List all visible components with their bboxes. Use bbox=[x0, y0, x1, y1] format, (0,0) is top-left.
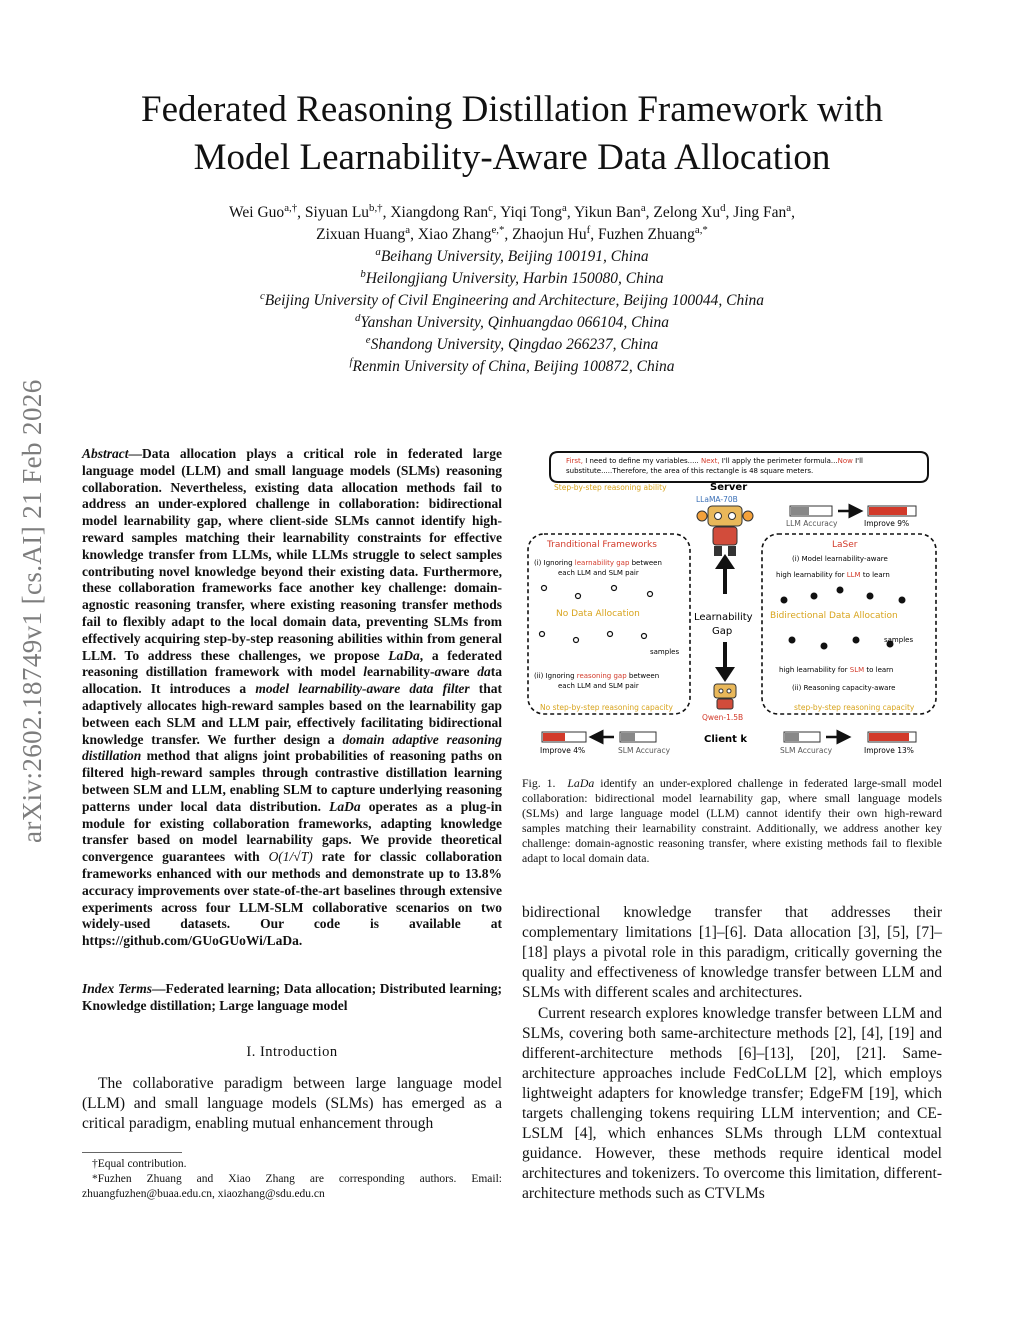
slm-improve-fill-left bbox=[543, 733, 565, 741]
author: Jing Fan bbox=[733, 204, 787, 221]
author: Siyuan Lu bbox=[304, 204, 370, 221]
slm-accuracy-label-right: SLM Accuracy bbox=[780, 746, 833, 755]
client-robot-icon bbox=[714, 684, 736, 709]
affiliation: $^e$Shandong University, Qingdao 266237, China bbox=[365, 333, 659, 353]
affiliation: $^c$Beijing University of Civil Engineering and Architecture, Beijing 100044, China bbox=[259, 289, 765, 309]
affiliation: $^b$Heilongjiang University, Harbin 150080, China bbox=[360, 267, 664, 287]
figure-caption: Fig. 1. LaDa identify an under-explored challenge in federated large-small model collaboration: bidirectional model learnability gap, where small language models (SLMs) and large language model (LLM) cannot identify their own high-reward samples matching their learnability constraint. Additionally, we address another key challenge: domain-agnostic reasoning transfer, where existing methods fail to flexible adapt to local domain data. bbox=[522, 776, 943, 865]
trad-i-line1: (i) Ignoring learnability gap between bbox=[534, 559, 662, 567]
step-ability-label: Step-by-step reasoning ability bbox=[554, 483, 667, 492]
llm-accuracy-fill bbox=[791, 507, 809, 515]
slm-accuracy-label-left: SLM Accuracy bbox=[618, 746, 671, 755]
author: Zelong Xu bbox=[653, 204, 721, 221]
trad-i-line2: each LLM and SLM pair bbox=[558, 569, 639, 577]
author: Yikun Ban bbox=[574, 204, 641, 221]
traditional-title: Tranditional Frameworks bbox=[547, 540, 657, 550]
laser-i-line2: high learnability for LLM to learn bbox=[776, 571, 890, 579]
author: Zixuan Huang bbox=[316, 226, 406, 243]
title-line-1: Federated Reasoning Distillation Framework with bbox=[141, 89, 883, 130]
author: Xiangdong Ran bbox=[390, 204, 489, 221]
figure-1-lada-overview bbox=[522, 444, 942, 764]
footnote-equal: †Equal contribution. bbox=[92, 1158, 187, 1170]
author: Fuzhen Zhuang bbox=[598, 226, 695, 243]
arxiv-identifier: arXiv:2602.18749v1 [cs.AI] 21 Feb 2026 bbox=[17, 379, 47, 843]
authors-line-2: Zixuan Huang$^a$, Xiao Zhang$^{e,*}$, Zhaojun Hu$^f$, Fuzhen Zhuang$^{a,*}$ bbox=[316, 223, 708, 243]
step-capacity-label: step-by-step reasoning capacity bbox=[794, 703, 915, 712]
gap-label-2: Gap bbox=[712, 626, 733, 637]
laser-samples-label: samples bbox=[884, 636, 914, 644]
speech-line-2: substitute.....Therefore, the area of this rectangle is 48 square meters. bbox=[566, 467, 814, 475]
laser-ii-line: (ii) Reasoning capacity-aware bbox=[792, 684, 896, 692]
client-label: Client k bbox=[704, 734, 748, 745]
right-paragraph-2: Current research explores knowledge transfer between LLM and SLMs, covering both same-architecture methods [2], [4], [19] and different-architecture methods [6]–[13], [20], [21]. Same-architecture approaches include FedCoLLM [2], which employs lightweight adapters for knowledge transfer; EdgeFM [19], which targets challenging tokens requiring LLM intervention; and CE-LSLM [4], which enhances SLMs through LLM contextual guidance. However, these methods require identical model architectures and tokenizers. To overcome this limitation, different-architecture methods such as CTVLMs bbox=[522, 1005, 942, 1202]
footnotes bbox=[82, 1157, 502, 1202]
speech-line-1: First, I need to define my variables..... Next, I'll apply the perimeter formula...Now I'll bbox=[566, 457, 863, 465]
affiliation: $^f$Renmin University of China, Beijing 100872, China bbox=[349, 355, 675, 375]
slm-improve-fill-right bbox=[869, 733, 909, 741]
author-block bbox=[110, 202, 914, 378]
llm-accuracy-label: LLM Accuracy bbox=[786, 519, 838, 528]
trad-ii-line1: (ii) Ignoring reasoning gap between bbox=[534, 672, 660, 680]
index-terms-label: Index Terms bbox=[82, 981, 152, 996]
slm-accuracy-fill-right bbox=[785, 733, 799, 741]
improve-13-label: Improve 13% bbox=[864, 746, 914, 755]
llama-label: LLaMA-70B bbox=[696, 495, 738, 504]
laser-title: LaSer bbox=[832, 540, 858, 550]
section-heading-introduction: I. Introduction bbox=[246, 1044, 338, 1060]
no-capacity-label: No step-by-step reasoning capacity bbox=[540, 703, 673, 712]
abstract: Abstract—Data allocation plays a critical role in federated large language model (LLM) and small language models (SLMs) reasoning collaboration. Nevertheless, existing data allocation methods fail to address an under-explored challenge in collaboration: bidirectional model learnability gap, where client-side SLMs cannot identify high-reward samples matching their learnability constraints for effective knowledge transfer from LLMs, while LLMs struggle to select samples contributing novel knowledge beyond their existing data. Furthermore, these collaboration frameworks face another key challenge: domain-agnostic reasoning transfer, where existing reasoning transfer methods fail to flexibly adapt to the local domain data, preventing SLMs from effectively acquiring step-by-step reasoning abilities within from general LLM. To address these challenges, we propose LaDa, a federated reasoning distillation framework with model learnability-aware data allocation. It introduces a model learnability-aware data filter that adaptively allocates high-reward samples based on the learnability gap between each SLM and LLM pair, effectively facilitating bidirectional knowledge transfer. We further design a domain adaptive reasoning distillation method that aligns joint probabilities of reasoning paths on filtered high-reward samples through contrastive distillation learning between SLM and LLM, enabling SLM to capture underlying reasoning patterns under local data distribution. LaDa operates as a plug-in module for existing collaboration frameworks, adapting knowledge transfer based on model learnability gaps. We provide theoretical convergence guarantees with O(1/√T) rate for classic collaboration frameworks enhanced with our methods and demonstrate up to 13.8% accuracy improvements over state-of-the-art baselines through extensive experiments across four LLM-SLM collaborative scenarios on two widely-used datasets. Our code is available at https://github.com/GUoGUoWi/LaDa. bbox=[82, 446, 502, 949]
footnote-corresponding: *Fuzhen Zhuang and Xiao Zhang are corresponding authors. Email: zhuangfuzhen@buaa.edu.cn, xiaozhang@sdu.edu.cn bbox=[82, 1173, 502, 1200]
slm-accuracy-fill-left bbox=[621, 733, 635, 741]
affiliation: $^d$Yanshan University, Qinhuangdao 066104, China bbox=[354, 311, 669, 331]
trad-ii-line2: each LLM and SLM pair bbox=[558, 682, 639, 690]
index-terms: Index Terms—Federated learning; Data allocation; Distributed learning; Knowledge distillation; Large language model bbox=[82, 981, 503, 1013]
abstract-label: Abstract bbox=[82, 446, 129, 461]
authors-line-1: Wei Guo$^{a,\dagger}$, Siyuan $Lu^{b,\dagger}$, Xiangdong Ran$^c$, Yiqi Tong$^a$, Yikun Ban$^a$, Zelong Xu$^d$, Jing Fan$^a$, bbox=[229, 201, 795, 221]
improve-4-label: Improve 4% bbox=[540, 746, 586, 755]
gap-label-1: Learnability bbox=[694, 612, 753, 623]
author: Xiao Zhang bbox=[417, 226, 492, 243]
author: Wei Guo bbox=[229, 204, 285, 221]
improve-9-label: Improve 9% bbox=[864, 519, 910, 528]
intro-paragraph: The collaborative paradigm between large language model (LLM) and small language models (SLMs) has emerged as a critical paradigm, enabling mutual enhancement through bbox=[82, 1075, 502, 1132]
paper-title bbox=[80, 86, 944, 182]
server-label: Server bbox=[710, 482, 748, 493]
server-robot-icon bbox=[697, 506, 753, 556]
laser-i-line1: (i) Model learnability-aware bbox=[792, 555, 888, 563]
laser-slm-line: high learnability for SLM to learn bbox=[779, 666, 894, 674]
right-paragraph-1: bidirectional knowledge transfer that addresses their complementary limitations [1]–[6]. Data allocation [3], [5], [7]–[18] plays a pivotal role in this paradigm, critically governing the quality and effectiveness of knowledge transfer between LLM and SLMs with different scales and architectures. bbox=[522, 904, 942, 1001]
no-allocation-label: No Data Allocation bbox=[556, 609, 640, 619]
qwen-label: Qwen-1.5B bbox=[702, 713, 744, 722]
affiliation: $^a$Beihang University, Beijing 100191, China bbox=[375, 245, 649, 265]
llm-improve-fill bbox=[869, 507, 907, 515]
footnote-rule bbox=[82, 1152, 182, 1153]
bidirectional-allocation-label: Bidirectional Data Allocation bbox=[770, 611, 898, 621]
title-line-2: Model Learnability-Aware Data Allocation bbox=[193, 137, 831, 178]
trad-samples-label: samples bbox=[650, 648, 680, 656]
author: Zhaojun Hu bbox=[512, 226, 587, 243]
author: Yiqi Tong bbox=[500, 204, 563, 221]
